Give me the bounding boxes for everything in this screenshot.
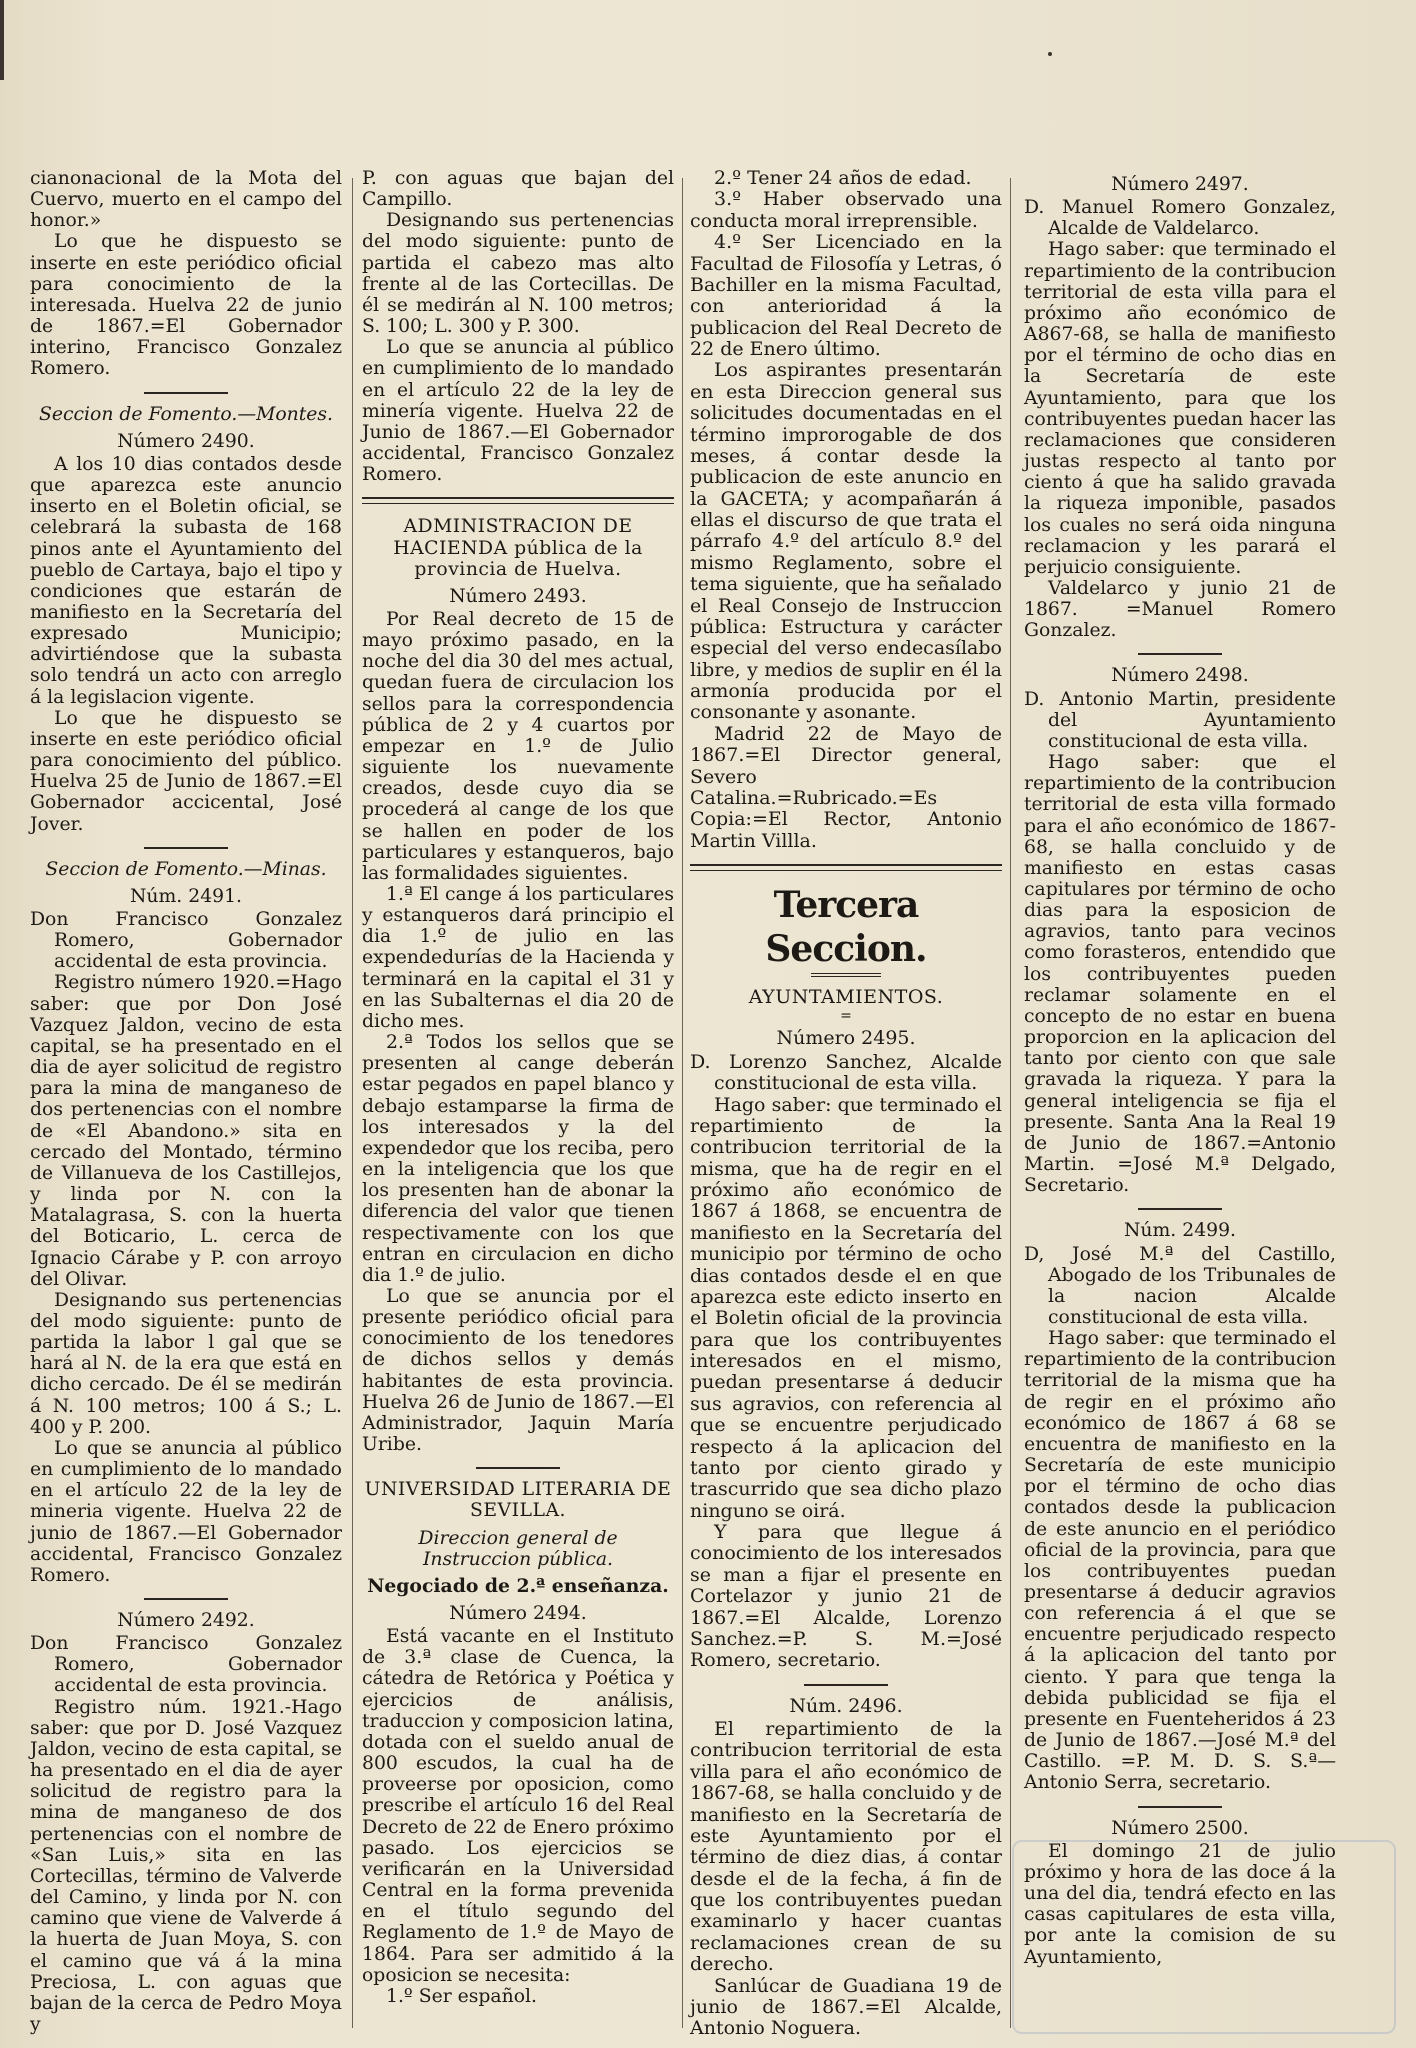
paragraph: D. Lorenzo Sanchez, Alcalde constitucional de esta villa. xyxy=(690,1050,1002,1095)
section-heading: Negociado de 2.ª enseñanza. xyxy=(367,1574,669,1597)
column-3 xyxy=(690,168,1002,2040)
section-title: Tercera Seccion. xyxy=(765,884,927,970)
paragraph: Hago saber: que terminado el repartimiento de la contribucion territorial de la misma que ha de regir en el próximo año económico de 1867 á 68 se encuentra de manifiesto en la Secretaría de este municipio por el término de ocho dias contados desde la publicacion de este anuncio en el periódico oficial de la provincia, para que los contribuyentes puedan presentarse á deducir agravios con referencia á el que se encuentre perjudicado respecto á la aplicacion del tanto por ciento. Y para que tenga la debida publicidad se fija el presente en Fuenteheridos á 23 de Junio de 1867.—José M.ª del Castillo. =P. M. D. S. S.ª—Antonio Serra, secretario. xyxy=(1024,1328,1336,1794)
paragraph: A los 10 dias contados desde que aparezca este anuncio inserto en el Boletin oficial, se celebrará la subasta de 168 pinos ante el Ayuntamiento del pueblo de Cartaya, bajo el tipo y condiciones que estarán de manifiesto en la Secretaría del expresado Municipio; advirtiéndose que la subasta solo tendrá un acto con arreglo á la legislacion vigente. xyxy=(30,453,342,708)
section-rule xyxy=(1138,653,1222,655)
section-rule xyxy=(476,1467,560,1469)
column-2 xyxy=(362,168,674,2007)
section-heading: Número 2494. xyxy=(449,1603,587,1624)
paragraph: D. Manuel Romero Gonzalez, Alcalde de Valdelarco. xyxy=(1024,197,1336,240)
column-4 xyxy=(1024,168,1336,1968)
paragraph: Lo que se anuncia por el presente periódico oficial para conocimiento de los tenedores de dichos sellos y demás habitantes de esta provincia. Huelva 26 de Junio de 1867.—El Administrador, Jaquin María Uribe. xyxy=(362,1285,674,1456)
paragraph: 3.º Haber observado una conducta moral irreprensible. xyxy=(690,188,1002,232)
section-heading: Direccion general de Instruccion pública. xyxy=(418,1527,618,1570)
paragraph: Don Francisco Gonzalez Romero, Gobernador accidental de esta provincia. xyxy=(30,1633,342,1697)
column-divider xyxy=(1010,178,1011,2028)
section-heading: Número 2498. xyxy=(1111,665,1249,687)
paragraph: Don Francisco Gonzalez Romero, Gobernador accidental de esta provincia. xyxy=(30,909,342,973)
page-edge-mark xyxy=(0,0,4,80)
section-heading: ADMINISTRACION DE HACIENDA pública de la provincia de Huelva. xyxy=(393,516,643,580)
paragraph: Designando sus pertenencias del modo siguiente: punto de partida el cabezo mas alto frente al de las Cortecillas. De él se medirán al N. 100 metros; S. 100; L. 300 y P. 300. xyxy=(362,210,674,338)
paragraph: 4.º Ser Licenciado en la Facultad de Filosofía y Letras, ó Bachiller en la misma Facultad, con anterioridad á la publicacion del Real Decreto de 22 de Enero último. xyxy=(690,231,1002,360)
section-heading: Seccion de Fomento.—Minas. xyxy=(45,858,327,880)
section-heading: AYUNTAMIENTOS. xyxy=(748,986,944,1008)
paragraph: Designando sus pertenencias del modo siguiente: punto de partida la labor l gal que se hará al N. de la era que está en dicho cercado. De él se medirán á N. 100 metros; 100 á S.; L. 400 y P. 200. xyxy=(30,1289,342,1438)
section-rule xyxy=(1138,1208,1222,1210)
paragraph: 2.ª Todos los sellos que se presenten al cange deberán estar pegados en papel blanco y debajo estamparse la firma de los interesados y la del expendedor que los reciba, pero en la inteligencia que los que los presenten han de abonar la diferencia del valor que tienen respectivamente con los que entran en circulacion en dicho dia 1.º de julio. xyxy=(362,1032,674,1286)
paragraph: Registro número 1920.=Hago saber: que por Don José Vazquez Jaldon, vecino de esta capital, se ha presentado en el dia de ayer solicitud de registro para la mina de manganeso de dos pertenencias con el nombre de «El Abandono.» sita en cercado del Montado, término de Villanueva de los Castillejos, y linda por N. con la Matalagrasa, S. con la huerta del Boticario, L. cerca de Ignacio Cárabe y P. con arroyo del Olivar. xyxy=(30,972,342,1290)
paragraph: Valdelarco y junio 21 de 1867. =Manuel Romero Gonzalez. xyxy=(1024,577,1336,642)
column-divider xyxy=(682,178,683,2028)
paragraph: Lo que se anuncia al público en cumplimiento de lo mandado en el artículo 22 de la ley de mineria vigente. Huelva 22 de junio de 1867.—El Gobernador accidental, Francisco Gonzalez Romero. xyxy=(30,1437,342,1586)
section-heading: Número 2490. xyxy=(117,430,255,452)
paragraph: 1.ª El cange á los particulares y estanqueros dará principio el dia 1.º de julio en las expendedurías de la Hacienda y terminará en la capital el 31 y en las Subalternas el dia 20 de dicho mes. xyxy=(362,884,674,1032)
section-rule xyxy=(690,864,1002,871)
paragraph: Sanlúcar de Guadiana 19 de junio de 1867.=El Alcalde, Antonio Noguera. xyxy=(690,1974,1002,2040)
column-divider xyxy=(352,178,353,2028)
section-rule xyxy=(362,497,674,504)
section-heading: Número 2493. xyxy=(449,585,587,607)
section-heading: UNIVERSIDAD LITERARIA DE SEVILLA. xyxy=(364,1479,672,1522)
paragraph: 1.º Ser español. xyxy=(386,1985,538,2007)
paragraph: D. Antonio Martin, presidente del Ayuntamiento constitucional de esta villa. xyxy=(1024,688,1336,752)
paragraph: 2.º Tener 24 años de edad. xyxy=(714,167,972,189)
paragraph: cianonacional de la Mota del Cuervo, muerto en el campo del honor.» xyxy=(30,168,342,232)
paragraph: Registro núm. 1921.-Hago saber: que por D. José Vazquez Jaldon, vecino de esta capital, se ha presentado en el dia de ayer solicitud de registro para la mina de manganeso de dos pertenencias con el nombre de «San Luis,» sita en las Cortecillas, término de Valverde del Camino, y linda por N. con camino que viene de Valverde á la huerta de Juan Moya, S. con el camino que vá á la mina Preciosa, L. con aguas que bajan de la cerca de Pedro Moya y xyxy=(30,1696,342,2035)
separator-mark: = xyxy=(840,1008,852,1025)
section-heading: Núm. 2496. xyxy=(789,1694,903,1717)
paragraph: Está vacante en el Instituto de 3.ª clase de Cuenca, la cátedra de Retórica y Poética y ejercicios de análisis, traduccion y composicion latina, dotada con el sueldo anual de 800 escudos, la cual ha de proveerse por oposicion, como prescribe el artículo 16 del Real Decreto de 22 de Enero próximo pasado. Los ejercicios se verificarán en la Universidad Central en la forma prevenida en el título segundo del Reglamento de 1.º de Mayo de 1864. Para ser admitido á la oposicion se necesita: xyxy=(362,1626,674,1986)
section-heading: Núm. 2499. xyxy=(1123,1220,1237,1242)
paragraph: Lo que he dispuesto se inserte en este periódico oficial para conocimiento de la interesada. Huelva 22 de junio de 1867.=El Gobernador interino, Francisco Gonzalez Romero. xyxy=(30,231,342,380)
section-rule xyxy=(144,847,228,849)
paragraph: El repartimiento de la contribucion territorial de esta villa para el año económico de 1867-68, se halla concluido y de manifiesto en la Secretaría de este Ayuntamiento por el término de diez dias, á contar desde el de la fecha, á fin de que los contribuyentes puedan examinarlo y hacer cuantas reclamaciones crean de su derecho. xyxy=(690,1718,1002,1976)
paragraph: Hago saber: que terminado el repartimiento de la contribucion territorial de la misma, que ha de regir en el próximo año económico de 1867 á 1868, se encuentra de manifiesto en la Secretaría del municipio por término de ocho dias contados desde el en que aparezca este edicto inserto en el Boletin oficial de la provincia para que los contribuyentes interesados en el mismo, puedan presentarse á deducir sus agravios, con referencia al que se encuentre perjudicado respecto á la aplicacion del tanto por ciento girado y trascurrido que sea dicho plazo ninguno se oirá. xyxy=(690,1093,1002,1522)
section-heading: Número 2495. xyxy=(776,1027,916,1050)
section-heading: Núm. 2491. xyxy=(129,885,243,907)
section-heading: Seccion de Fomento.—Montes. xyxy=(38,403,334,425)
paragraph: P. con aguas que bajan del Campillo. xyxy=(362,168,674,211)
paragraph: Hago saber: que terminado el repartimiento de la contribucion territorial de esta villa para el próximo año económico de A867-68, se halla de manifiesto por el término de ocho dias en la Secretaría de este Ayuntamiento, para que los contribuyentes puedan hacer las reclamaciones que consideren justas respecto al tanto por ciento á que ha salido gravada la riqueza imponible, pasados los cuales no será oida ninguna reclamacion y les parará el perjuicio consiguiente. xyxy=(1024,239,1336,578)
section-rule xyxy=(804,1684,888,1686)
paragraph: D, José M.ª del Castillo, Abogado de los Tribunales de la nacion Alcalde constitucional de esta villa. xyxy=(1024,1243,1336,1328)
section-rule xyxy=(144,1598,228,1600)
faded-stamp xyxy=(1012,1840,1396,2034)
paragraph: Lo que he dispuesto se inserte en este periódico oficial para conocimiento del público. Huelva 25 de Junio de 1867.=El Gobernador accicental, José Jover. xyxy=(30,707,342,835)
ink-dot xyxy=(1048,52,1052,56)
paragraph: Hago saber: que el repartimiento de la contribucion territorial de esta villa formado para el año económico de 1867-68, se halla concluido y de manifiesto en estas casas capitulares por término de ocho dias para la esposicion de agravios, tanto para vecinos como forasteros, entendido que los contribuyentes pueden reclamar solamente en el concepto de no estar en buena proporcion en la aplicacion del tanto por ciento con que sale gravada la riqueza. Y para la general inteligencia se fija el presente. Santa Ana la Real 19 de Junio de 1867.=Antonio Martin. =José M.ª Delgado, Secretario. xyxy=(1024,752,1336,1197)
section-rule xyxy=(811,973,881,977)
section-rule xyxy=(1138,1806,1222,1808)
section-heading: Número 2492. xyxy=(117,1610,255,1631)
paragraph: Los aspirantes presentarán en esta Direccion general sus solicitudes documentadas en el término improrogable de dos meses, á contar desde la publicacion de este anuncio en la GACETA; y acompañarán á ellas el discurso de que trata el párrafo 4.º del artículo 8.º del mismo Reglamento, sobre el tema siguiente, que ha señalado el Real Consejo de Instruccion pública: Estructura y carácter especial del verso endecasílabo libre, y medios de suplir en él la armonía producida por el consonante y asonante. xyxy=(690,359,1002,724)
section-rule xyxy=(144,392,228,394)
paragraph: Madrid 22 de Mayo de 1867.=El Director general, Severo Catalina.=Rubricado.=Es Copia:=El Rector, Antonio Martin Villla. xyxy=(690,722,1002,852)
column-1 xyxy=(30,168,342,2035)
paragraph: Lo que se anuncia al público en cumplimiento de lo mandado en el artículo 22 de la ley de minería vigente. Huelva 22 de Junio de 1867.—El Gobernador accidental, Francisco Gonzalez Romero. xyxy=(362,337,674,486)
section-heading: Número 2497. xyxy=(1111,174,1249,195)
paragraph: El domingo 21 de julio próximo y hora de las doce á la una del dia, tendrá efecto en las casas capitulares de esta villa, por ante la comision de su Ayuntamiento, xyxy=(1024,1840,1336,1968)
paragraph: Por Real decreto de 15 de mayo próximo pasado, en la noche del dia 30 del mes actual, quedan fuera de circulacion los sellos para la correspondencia pública de 2 y 4 cuartos por empezar en 1.º de Julio siguiente los nuevamente creados, desde cuyo dia se procederá al cange de los que se hallen en poder de los particulares y estanqueros, bajo las formalidades siguientes. xyxy=(362,608,674,884)
section-heading: Número 2500. xyxy=(1111,1817,1249,1839)
paragraph: Y para que llegue á conocimiento de los interesados se man a fijar el presente en Cortelazor y junio 21 de 1867.=El Alcalde, Lorenzo Sanchez.=P. S. M.=José Romero, secretario. xyxy=(690,1521,1002,1672)
